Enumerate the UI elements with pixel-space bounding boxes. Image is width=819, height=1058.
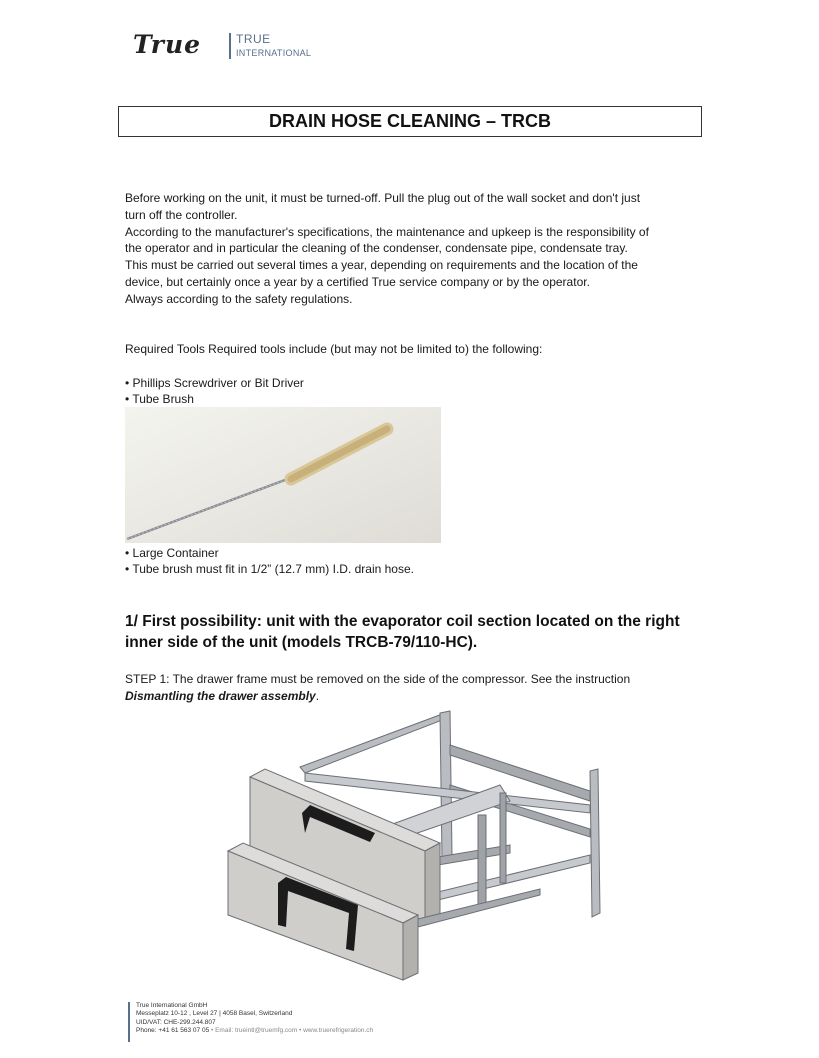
brand-true-label: TRUE [236,32,271,46]
footer-vat: UID/VAT: CHE-299.244.807 [136,1018,216,1026]
section-heading-line: inner side of the unit (models TRCB-79/110-HC). [125,634,478,651]
section-heading [125,611,725,653]
intro-line: This must be carried out several times a year, depending on requirements and the location of the [125,258,638,273]
logo-divider [229,33,231,59]
list-item: • Large Container [125,546,219,560]
step-1-reference-line [125,688,695,705]
intro-line: turn off the controller. [125,207,238,222]
footer-contact-line [136,1027,373,1035]
document-title: DRAIN HOSE CLEANING – TRCB [268,111,551,131]
step-1-line: STEP 1: The drawer frame must be removed on the side of the compressor. See the instruction [125,672,631,686]
intro-line: the operator and in particular the cleaning of the condenser, condensate pipe, condensate tray. [125,241,628,256]
instruction-reference: Dismantling the drawer assembly [125,688,316,703]
intro-line: Before working on the unit, it must be turned-off. Pull the plug out of the wall socket and don't just [125,191,641,205]
brand-international-label: INTERNATIONAL [236,48,312,58]
section-heading-line: 1/ First possibility: unit with the evaporator coil section located on the right [125,613,680,630]
intro-line: According to the manufacturer's specifications, the maintenance and upkeep is the responsibility of [125,224,649,239]
list-item: • Tube Brush [125,392,194,406]
footer-address [136,1002,373,1036]
required-tools-text: Required Tools Required tools include (but may not be limited to) the following: [125,342,543,356]
footer-street: Messeplatz 10-12 , Level 27 | 4058 Basel, Switzerland [136,1010,293,1018]
list-item: • Tube brush must fit in 1/2” (12.7 mm) I.D. drain hose. [125,562,414,576]
footer-company: True International GmbH [136,1002,208,1009]
intro-paragraph [125,190,695,308]
tools-list-continued [125,545,695,577]
step-1-text [125,671,695,705]
drawer-assembly-illustration [210,705,610,985]
true-logo-wordmark: True [133,30,202,59]
intro-line: Always according to the safety regulations. [125,291,353,306]
tube-brush-photo [125,407,441,543]
footer-phone: Phone: +41 61 563 07 05 [136,1027,210,1035]
document-title-box [118,106,702,137]
step-1-end: . [315,688,320,703]
list-item: • Phillips Screwdriver or Bit Driver [125,376,304,390]
footer-divider [128,1002,130,1042]
tools-list [125,375,695,407]
footer-web: • Email: trueintl@truemfg.com • www.truerefrigeration.ch [209,1027,374,1035]
intro-line: device, but certainly once a year by a certified True service company or by the operator. [125,274,590,289]
